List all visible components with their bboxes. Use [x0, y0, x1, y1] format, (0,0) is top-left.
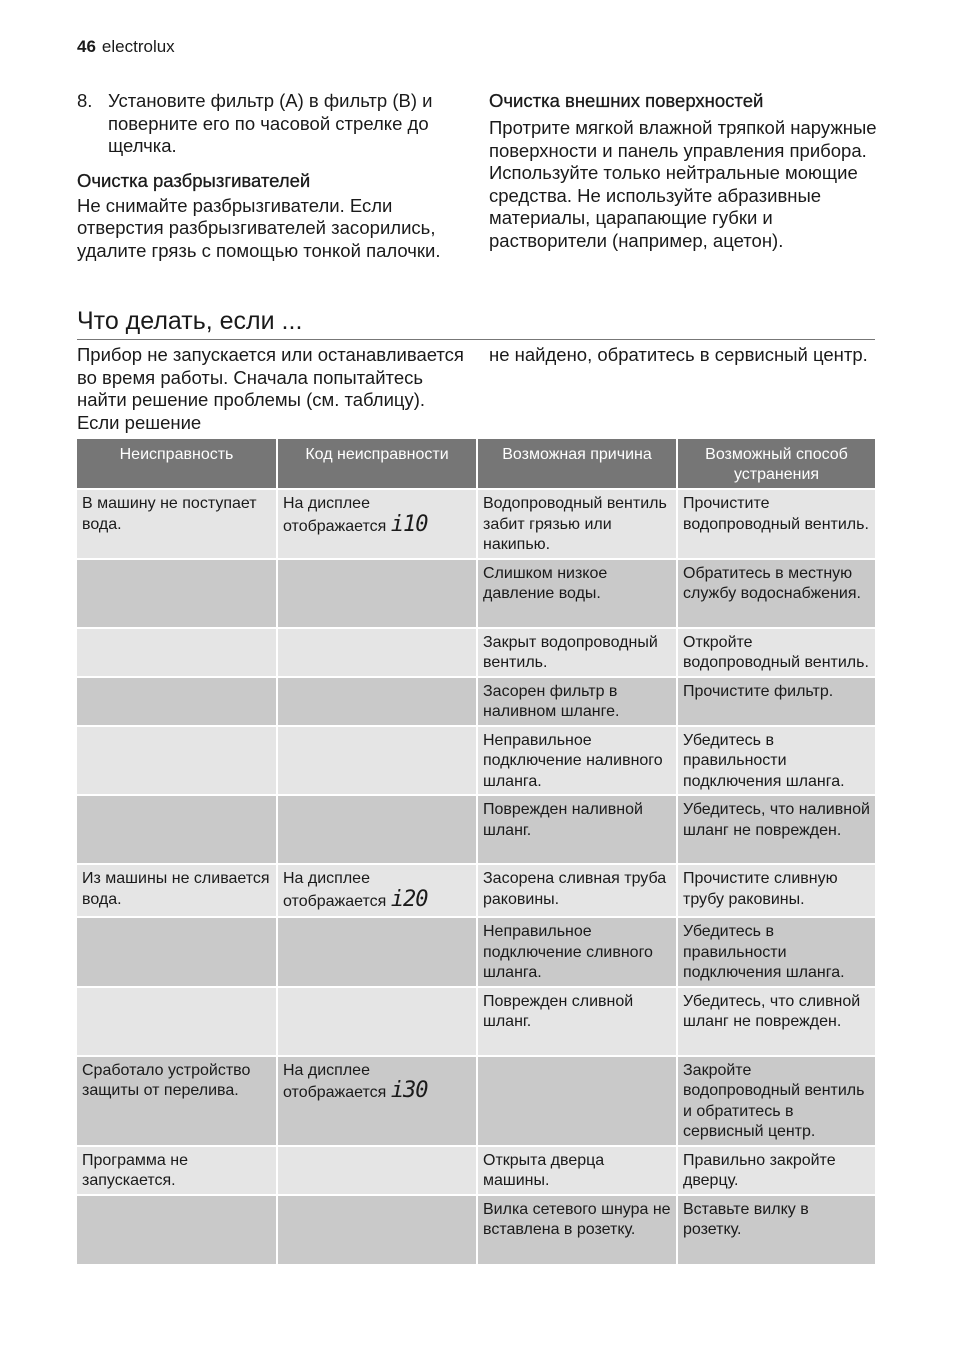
header-fault: Неисправность	[77, 439, 277, 489]
cause-cell	[477, 1056, 677, 1146]
exterior-text: Протрите мягкой влажной тряпкой наружные поверхности и панель управления прибора. Используйте только нейтральные моющие средства. Не используйте абразивные материалы, царапающие губки и растворители (например, ацетон).	[489, 117, 877, 251]
right-column	[489, 90, 884, 252]
fault-cell: Из машины не сливается вода.	[77, 864, 277, 917]
page-header	[77, 37, 175, 57]
remedy-cell: Закройте водопроводный вентиль и обратитесь в сервисный центр.	[677, 1056, 875, 1146]
header-code: Код неисправности	[277, 439, 477, 489]
remedy-cell: Прочистите сливную трубу раковины.	[677, 864, 875, 917]
remedy-cell: Убедитесь, что наливной шланг не поврежден.	[677, 795, 875, 864]
code-cell	[277, 726, 477, 796]
code-description: На дисплее отображается	[283, 870, 387, 910]
left-column	[77, 90, 472, 262]
cause-cell: Поврежден сливной шланг.	[477, 987, 677, 1056]
code-cell	[277, 559, 477, 628]
intro-right: не найдено, обратитесь в сервисный центр.	[489, 344, 868, 365]
code-description: На дисплее отображается	[283, 495, 387, 535]
section-title: Что делать, если ...	[77, 305, 875, 340]
fault-cell: В машину не поступает вода.	[77, 489, 277, 559]
code-cell	[277, 917, 477, 987]
remedy-cell: Обратитесь в местную службу водоснабжения.	[677, 559, 875, 628]
spray-heading: Очистка разбрызгивателей	[77, 169, 311, 191]
table-row	[77, 864, 875, 917]
remedy-cell: Прочистите водопроводный вентиль.	[677, 489, 875, 559]
fault-cell	[77, 677, 277, 726]
code-cell	[277, 489, 477, 559]
cause-cell: Слишком низкое давление воды.	[477, 559, 677, 628]
fault-cell: Программа не запускается.	[77, 1146, 277, 1195]
cause-cell: Закрыт водопроводный вентиль.	[477, 628, 677, 677]
page-number: 46	[77, 37, 96, 56]
table-row	[77, 489, 875, 559]
cause-cell: Неправильное подключение наливного шланга.	[477, 726, 677, 796]
remedy-cell: Откройте водопроводный вентиль.	[677, 628, 875, 677]
intro-left: Прибор не запускается или останавливается во время работы. Сначала попытайтесь найти решение проблемы (см. таблицу). Если решение	[77, 344, 464, 433]
table-row	[77, 726, 875, 796]
troubleshooting-table	[77, 439, 875, 1264]
table-row	[77, 917, 875, 987]
error-code: i30	[390, 1078, 428, 1103]
code-cell	[277, 987, 477, 1056]
remedy-cell: Убедитесь, что сливной шланг не поврежден.	[677, 987, 875, 1056]
table-header-row	[77, 439, 875, 489]
table-row	[77, 677, 875, 726]
remedy-cell: Прочистите фильтр.	[677, 677, 875, 726]
fault-cell	[77, 795, 277, 864]
cause-cell: Засорена сливная труба раковины.	[477, 864, 677, 917]
fault-cell	[77, 1195, 277, 1264]
table-row	[77, 628, 875, 677]
error-code: i20	[390, 886, 428, 912]
table-row	[77, 1195, 875, 1264]
cause-cell: Вилка сетевого шнура не вставлена в розетку.	[477, 1195, 677, 1264]
brand-name: electrolux	[101, 37, 175, 56]
code-cell	[277, 1056, 477, 1146]
table-row	[77, 795, 875, 864]
fault-cell	[77, 559, 277, 628]
cause-cell: Открыта дверца машины.	[477, 1146, 677, 1195]
remedy-cell: Убедитесь в правильности подключения шланга.	[677, 917, 875, 987]
remedy-cell: Убедитесь в правильности подключения шланга.	[677, 726, 875, 796]
table-row	[77, 1056, 875, 1146]
header-remedy: Возможный способ устранения	[677, 439, 875, 489]
table-row	[77, 559, 875, 628]
cause-cell: Неправильное подключение сливного шланга.	[477, 917, 677, 987]
cause-cell: Поврежден наливной шланг.	[477, 795, 677, 864]
fault-cell	[77, 628, 277, 677]
error-code: i10	[390, 511, 428, 537]
step-8	[77, 90, 472, 158]
cause-cell: Засорен фильтр в наливном шланге.	[477, 677, 677, 726]
code-cell	[277, 1195, 477, 1264]
table-row	[77, 987, 875, 1056]
code-cell	[277, 864, 477, 917]
code-cell	[277, 795, 477, 864]
fault-cell	[77, 726, 277, 796]
fault-cell	[77, 917, 277, 987]
remedy-cell: Вставьте вилку в розетку.	[677, 1195, 875, 1264]
step-number: 8.	[77, 90, 93, 111]
fault-cell	[77, 987, 277, 1056]
step-text: Установите фильтр (A) в фильтр (B) и поверните его по часовой стрелке до щелчка.	[108, 90, 433, 156]
table-row	[77, 1146, 875, 1195]
code-description: На дисплее отображается	[283, 1061, 387, 1101]
code-cell	[277, 677, 477, 726]
exterior-heading: Очистка внешних поверхностей	[489, 90, 764, 111]
code-cell	[277, 628, 477, 677]
spray-text: Не снимайте разбрызгиватели. Если отверстия разбрызгивателей засорились, удалите грязь с помощью тонкой палочки.	[77, 194, 441, 261]
header-cause: Возможная причина	[477, 439, 677, 489]
fault-cell: Сработало устройство защиты от перелива.	[77, 1056, 277, 1146]
cause-cell: Водопроводный вентиль забит грязью или накипью.	[477, 489, 677, 559]
remedy-cell: Правильно закройте дверцу.	[677, 1146, 875, 1195]
code-cell	[277, 1146, 477, 1195]
